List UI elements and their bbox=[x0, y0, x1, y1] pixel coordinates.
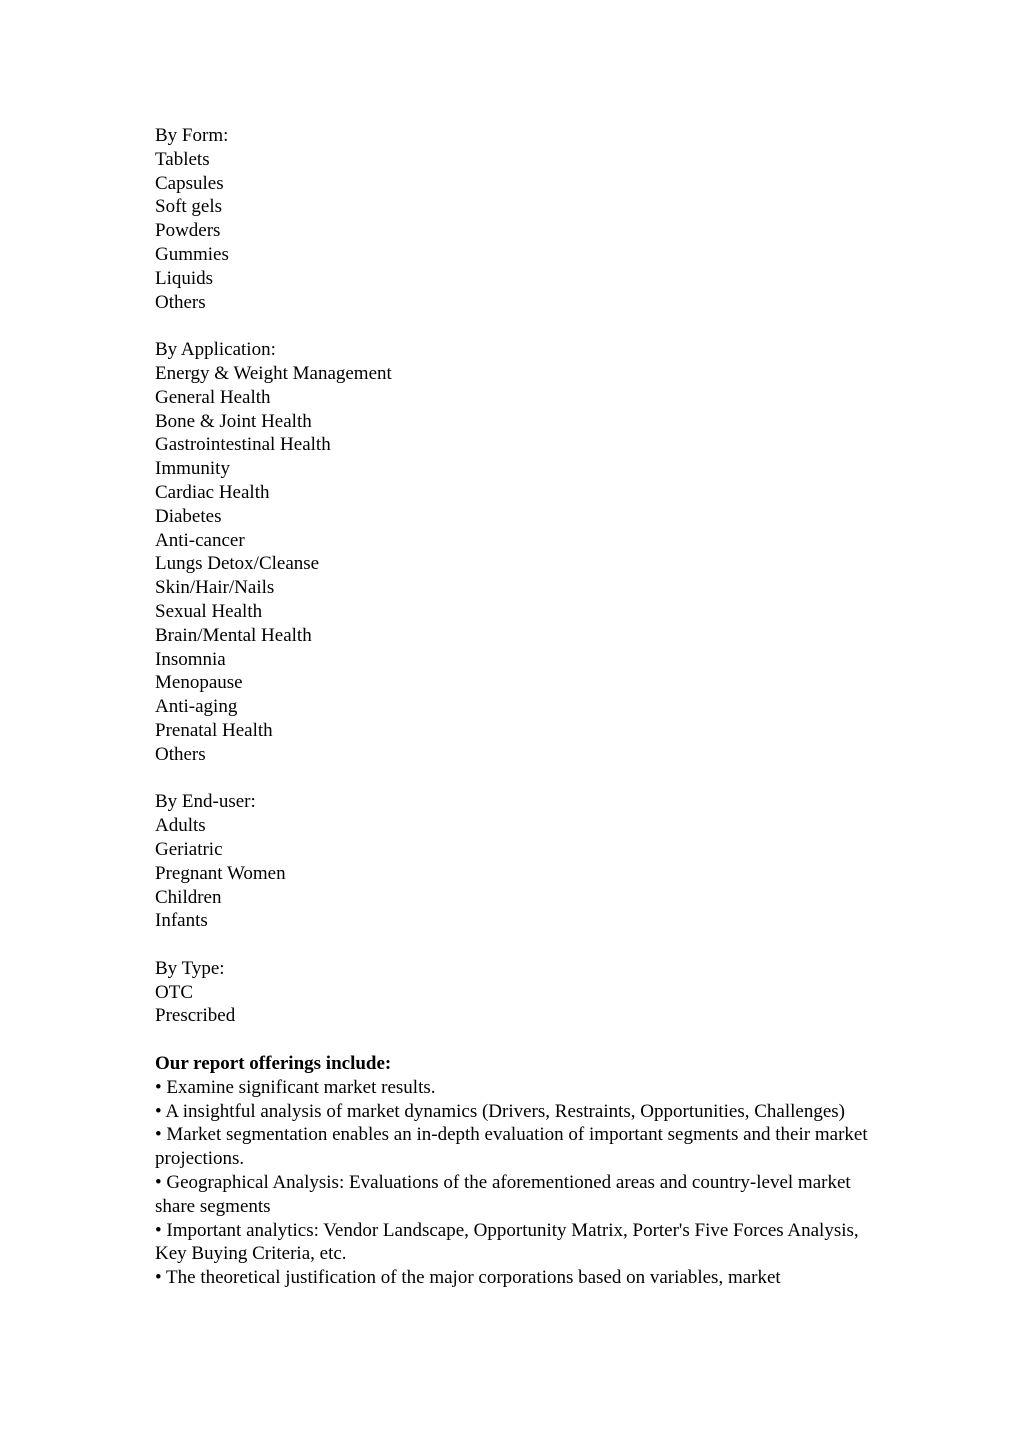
list-item: Energy & Weight Management bbox=[155, 362, 392, 384]
section-heading: By Application: bbox=[155, 339, 276, 361]
section-report-offerings bbox=[155, 1052, 885, 1290]
list-item: Sexual Health bbox=[155, 600, 263, 622]
list-item: Menopause bbox=[155, 672, 243, 694]
list-item: Powders bbox=[155, 220, 221, 242]
list-item: Anti-cancer bbox=[155, 529, 245, 551]
list-item: Gastrointestinal Health bbox=[155, 434, 331, 456]
section-by-application bbox=[155, 338, 885, 766]
list-item: Lungs Detox/Cleanse bbox=[155, 553, 320, 575]
list-item: Immunity bbox=[155, 458, 230, 480]
list-item: Cardiac Health bbox=[155, 481, 270, 503]
list-item: Tablets bbox=[155, 148, 210, 170]
list-item: Gummies bbox=[155, 243, 229, 265]
section-by-type bbox=[155, 957, 885, 1028]
list-item: General Health bbox=[155, 386, 271, 408]
list-item: Brain/Mental Health bbox=[155, 624, 312, 646]
list-item: Others bbox=[155, 743, 206, 765]
bullet-item: • Geographical Analysis: Evaluations of the aforementioned areas and country-level market share segments bbox=[155, 1172, 851, 1217]
list-item: Soft gels bbox=[155, 196, 223, 218]
list-item: Adults bbox=[155, 815, 206, 837]
bullet-item: • A insightful analysis of market dynamics (Drivers, Restraints, Opportunities, Challenges) bbox=[155, 1100, 846, 1122]
list-item: Skin/Hair/Nails bbox=[155, 577, 275, 599]
list-item: Insomnia bbox=[155, 648, 226, 670]
list-item: Prenatal Health bbox=[155, 719, 273, 741]
list-item: Children bbox=[155, 886, 222, 908]
list-item: Anti-aging bbox=[155, 696, 238, 718]
list-item: Prescribed bbox=[155, 1005, 236, 1027]
list-item: Bone & Joint Health bbox=[155, 410, 312, 432]
list-item: Capsules bbox=[155, 172, 224, 194]
list-item: Others bbox=[155, 291, 206, 313]
bullet-item: • Examine significant market results. bbox=[155, 1076, 436, 1098]
offerings-heading: Our report offerings include: bbox=[155, 1053, 392, 1075]
list-item: Pregnant Women bbox=[155, 862, 286, 884]
document-page bbox=[155, 124, 885, 1290]
list-item: Infants bbox=[155, 910, 208, 932]
section-by-end-user bbox=[155, 790, 885, 933]
bullet-item: • Market segmentation enables an in-depth evaluation of important segments and their market projections. bbox=[155, 1124, 868, 1170]
bullet-item: • Important analytics: Vendor Landscape, Opportunity Matrix, Porter's Five Forces Analysis, Key Buying Criteria, etc. bbox=[155, 1219, 859, 1265]
section-heading: By Type: bbox=[155, 957, 225, 979]
bullet-item: • The theoretical justification of the major corporations based on variables, market bbox=[155, 1267, 781, 1289]
list-item: Geriatric bbox=[155, 838, 223, 860]
list-item: Liquids bbox=[155, 267, 214, 289]
section-heading: By End-user: bbox=[155, 791, 256, 813]
list-item: Diabetes bbox=[155, 505, 222, 527]
list-item: OTC bbox=[155, 981, 193, 1003]
section-heading: By Form: bbox=[155, 125, 229, 146]
section-by-form bbox=[155, 124, 885, 314]
